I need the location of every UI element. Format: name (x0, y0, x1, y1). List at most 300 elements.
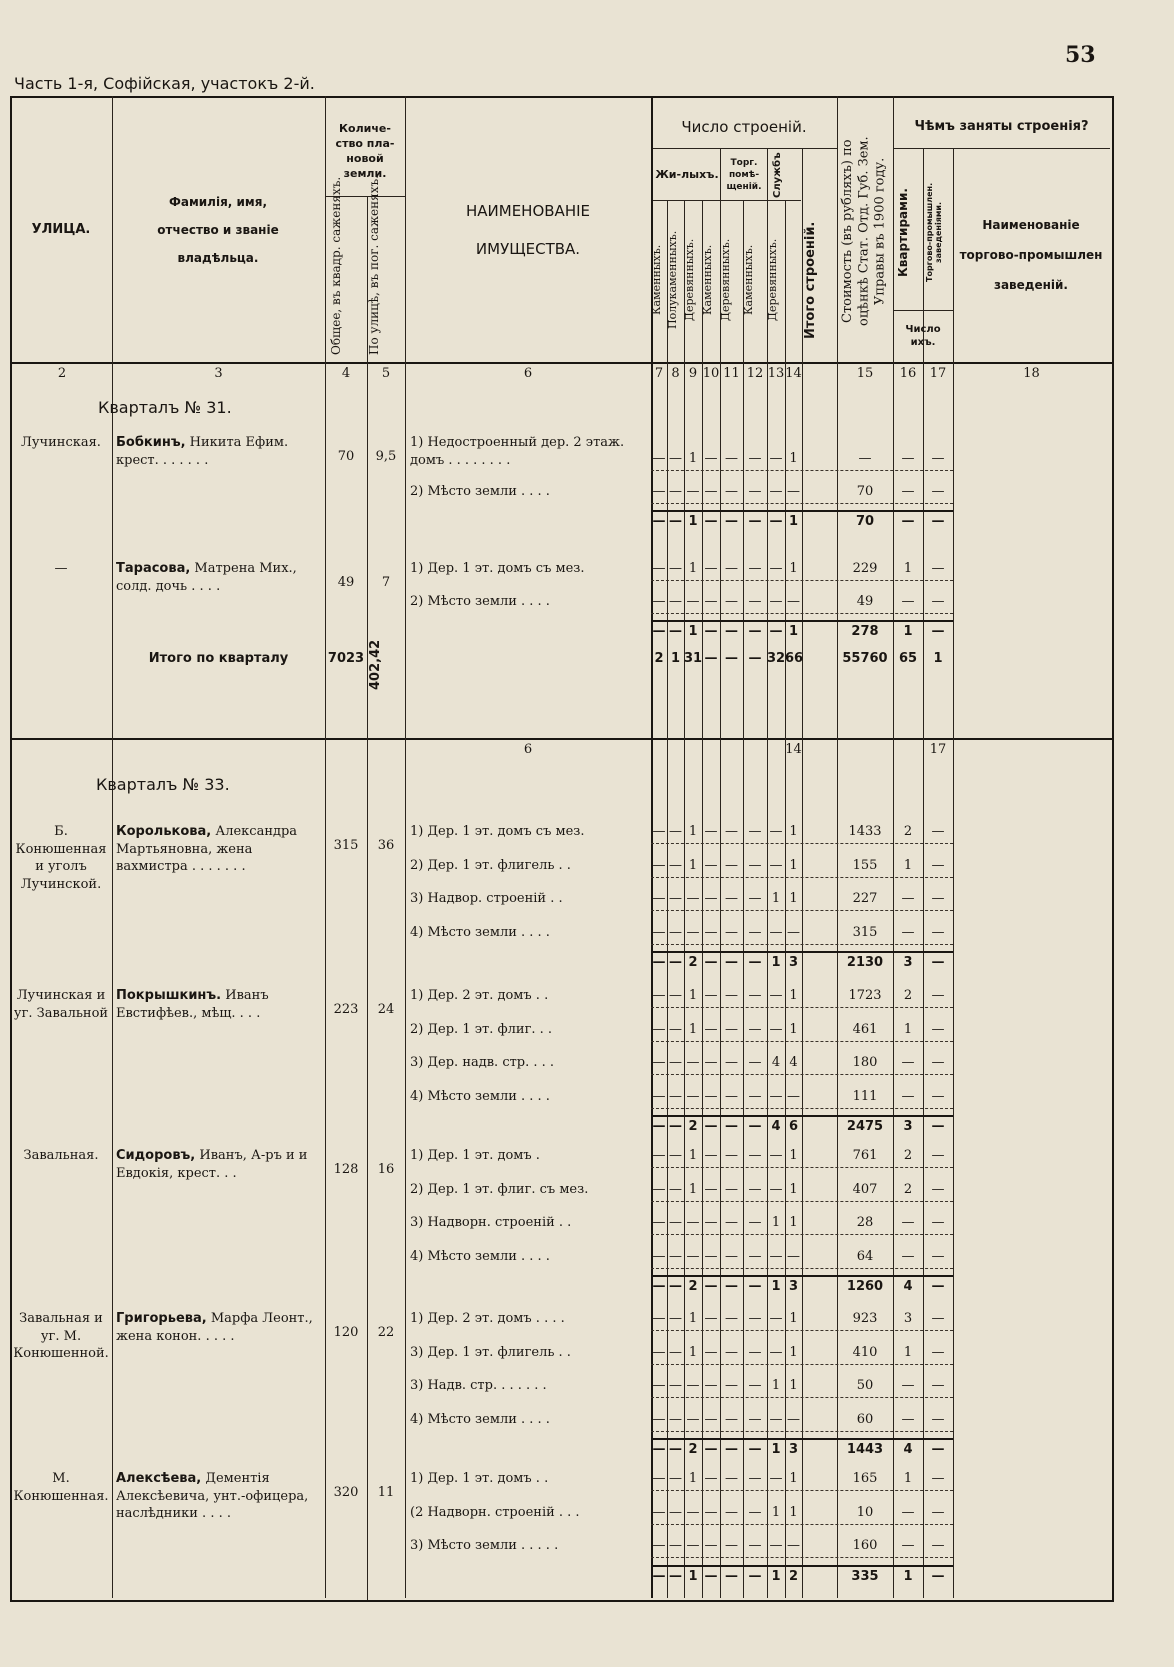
land-frontage: 9,5 (375, 449, 397, 464)
header-value-line2: оцѣнкѣ Стат. Отд. Губ. Зем. (856, 136, 872, 326)
value-c15: 49 (856, 594, 874, 609)
header-bottom-rule (10, 362, 1112, 364)
land-frontage: 24 (377, 1002, 395, 1017)
header-trade-names-line3: заведеній. (993, 278, 1068, 293)
dash-c9: — (686, 891, 700, 906)
value-c9: 1 (688, 988, 698, 1003)
column-number: 7 (654, 366, 664, 381)
dash-c13: — (769, 1181, 783, 1197)
value-c7: 2 (654, 651, 664, 666)
value-c14: 1 (789, 1181, 798, 1197)
value-c14: 1 (789, 1471, 798, 1486)
value-c15: 1433 (848, 824, 882, 839)
dash-c12: — (748, 955, 762, 970)
value-c15: 55760 (842, 651, 888, 666)
header-total-buildings: Итого строеній. (803, 221, 818, 339)
dash-c16: — (901, 1248, 915, 1264)
dash-c17: — (931, 1181, 945, 1197)
dash-c17: — (931, 1442, 945, 1457)
owner-details: Никита Ефим. крест. . . . . . . (116, 435, 289, 468)
dash-c12: — (748, 857, 762, 873)
value-c15: — (858, 451, 872, 466)
dash-c8: — (669, 1568, 682, 1584)
dash-c11: — (725, 1021, 738, 1037)
dash-c8: — (669, 514, 682, 529)
dash-c17: — (931, 1504, 945, 1520)
header-subrule-occupied (893, 148, 1110, 149)
property-item: 1) Дер. 1 эт. домъ . . (410, 1471, 549, 1486)
dash-c16: — (901, 1215, 915, 1230)
header-count: Число ихъ. (905, 323, 941, 348)
row-rule (651, 613, 953, 614)
value-c15: 111 (852, 1088, 878, 1104)
dash-c14: — (787, 594, 800, 609)
dash-c8: — (669, 561, 682, 576)
value-c14: 1 (789, 1215, 798, 1230)
dash-c11: — (725, 1311, 738, 1326)
dash-c13: — (769, 988, 783, 1003)
owner-name (116, 434, 321, 469)
dash-c8: — (669, 451, 682, 466)
dash-c8: — (669, 1378, 682, 1393)
dash-c10: — (704, 1248, 718, 1264)
header-occupied: Чѣмъ заняты строенія? (914, 119, 1089, 135)
dash-c9: — (686, 484, 700, 499)
dash-c13: — (769, 514, 783, 529)
land-area: 320 (333, 1485, 359, 1500)
dash-c11: — (725, 594, 738, 609)
value-c13: 1 (771, 891, 781, 906)
dash-c8: — (669, 1119, 682, 1134)
owner-details: Марфа Леонт., жена конон. . . . . (116, 1311, 313, 1344)
owner-details: Матрена Мих., солд. дочь . . . . (116, 561, 297, 594)
property-item: 3) Надворн. строеній . . (410, 1215, 572, 1230)
dash-c12: — (748, 1215, 762, 1230)
dash-c8: — (669, 1504, 682, 1520)
dash-c9: — (686, 1504, 700, 1520)
dash-c7: — (652, 451, 666, 466)
dash-c17: — (931, 1215, 945, 1230)
owner-name (116, 1147, 321, 1182)
land-frontage: 16 (377, 1162, 395, 1177)
dash-c13: — (769, 1248, 783, 1264)
row-rule (651, 944, 953, 945)
owner-name (116, 1310, 321, 1345)
header-trade-est (926, 160, 952, 305)
dash-c11: — (725, 1215, 738, 1230)
dash-c17: — (931, 988, 945, 1003)
property-item: 1) Дер. 1 эт. домъ . (410, 1148, 540, 1163)
dash-c12: — (748, 484, 762, 499)
dash-c13: — (769, 1411, 783, 1427)
header-service: Службъ (772, 152, 783, 198)
dash-c8: — (669, 1538, 682, 1553)
dash-c11: — (725, 484, 738, 499)
dash-c14: — (787, 1088, 800, 1104)
header-land: Количе-ство пла-новой земли. (335, 122, 395, 180)
dash-c8: — (669, 1088, 682, 1104)
dash-c9: — (686, 1411, 700, 1427)
value-c16: 2 (903, 824, 913, 839)
row-rule (651, 877, 953, 878)
owner-surname: Бобкинъ, (116, 435, 186, 450)
dash-c12: — (748, 594, 762, 609)
running-head: Часть 1-я, Софійская, участокъ 2-й. (14, 74, 315, 93)
property-item: 2) Дер. 1 эт. флигель . . (410, 857, 571, 873)
dash-c10: — (704, 924, 718, 940)
header-owner-line2: отчество и званіе (157, 222, 279, 237)
dash-c7: — (652, 1248, 666, 1264)
quarter-total-area: 7023 (327, 651, 365, 666)
dash-c12: — (748, 1311, 762, 1326)
dash-c10: — (704, 451, 718, 466)
value-c15: 1260 (846, 1279, 884, 1294)
value-c16: 3 (903, 955, 913, 970)
dash-c7: — (652, 1119, 666, 1134)
value-c9: 1 (688, 624, 698, 639)
header-street: УЛИЦА. (31, 222, 91, 238)
dash-c16: — (901, 924, 915, 940)
dash-c17: — (931, 1279, 945, 1294)
dash-c9: — (686, 1088, 700, 1104)
dash-c11: — (725, 1411, 738, 1427)
street-name: Б. Конюшенная и уголъ Лучинской. (15, 824, 107, 892)
row-rule (651, 1108, 953, 1109)
land-area: 128 (333, 1162, 359, 1177)
value-c9: 2 (688, 1119, 698, 1134)
header-type-c8: Полукаменныхъ. (666, 230, 679, 330)
dash-c7: — (652, 824, 666, 839)
dash-c17: — (931, 891, 945, 906)
row-rule (651, 843, 953, 844)
dash-c16: — (901, 1504, 915, 1520)
dash-c17: — (931, 1088, 945, 1104)
owner-surname: Покрышкинъ. (116, 988, 222, 1003)
property-item: 2) Дер. 1 эт. флиг. . . (410, 1021, 553, 1037)
dash-c13: — (769, 1311, 783, 1326)
header-owner-line3: владѣльца. (177, 251, 259, 266)
dash-c12: — (748, 651, 762, 666)
owner-name (116, 823, 321, 876)
dash-c11: — (725, 955, 738, 970)
dash-c16: — (901, 1055, 915, 1070)
value-c14: 3 (788, 1279, 799, 1294)
header-type-c7: Каменныхъ. (650, 244, 663, 316)
dash-c13: — (769, 561, 783, 576)
column-rule (837, 96, 838, 1598)
dash-c8: — (669, 955, 682, 970)
value-c13: 32 (767, 651, 786, 666)
value-c13: 1 (771, 955, 781, 970)
land-frontage: 36 (377, 838, 395, 853)
dash-c11: — (725, 1181, 738, 1197)
dash-c8: — (669, 1311, 682, 1326)
dash-c13: — (769, 1538, 783, 1553)
dash-c12: — (748, 1055, 762, 1070)
dash-c11: — (725, 1378, 738, 1393)
value-c14: 1 (789, 1311, 798, 1326)
column-number: 5 (381, 366, 391, 381)
value-c13: 1 (771, 1442, 781, 1457)
property-item: 3) Дер. 1 эт. флигель . . (410, 1344, 571, 1360)
row-rule (651, 1490, 953, 1491)
land-area: 120 (333, 1325, 359, 1340)
dash-c17: — (931, 1538, 945, 1553)
dash-c17: — (931, 1021, 945, 1037)
row-rule (651, 1524, 953, 1525)
subtotal-rule (651, 620, 953, 622)
value-c13: 1 (771, 1378, 781, 1393)
value-c9: 31 (684, 651, 703, 666)
property-item: 1) Дер. 1 эт. домъ съ мез. (410, 824, 585, 839)
dash-c8: — (669, 1442, 682, 1457)
value-c15: 2130 (846, 955, 884, 970)
header-owner (112, 170, 324, 290)
dash-c7: — (652, 514, 666, 529)
dash-c10: — (704, 1088, 718, 1104)
dash-c7: — (652, 561, 666, 576)
dash-c7: — (652, 1411, 666, 1427)
column-number: 13 (767, 366, 785, 381)
header-subrule-types (651, 200, 801, 201)
value-c9: 1 (688, 1471, 698, 1486)
header-trade-names (954, 190, 1108, 320)
dash-c12: — (748, 1088, 762, 1104)
value-c15: 180 (852, 1055, 878, 1070)
row-rule (651, 580, 953, 581)
dash-c10: — (704, 955, 718, 970)
property-item: 1) Недостроенный дер. 2 этаж. домъ . . . . . . . . (410, 435, 625, 468)
header-trade: Торг. помѣ-щеній. (726, 157, 762, 193)
dash-c10: — (704, 594, 718, 609)
dash-c9: — (686, 594, 700, 609)
dash-c13: — (769, 484, 783, 499)
header-subrule-buildings (651, 148, 837, 149)
property-item: 3) Надв. стр. . . . . . . (410, 1378, 547, 1393)
value-c14: 1 (789, 1344, 798, 1360)
dash-c11: — (725, 1279, 738, 1294)
dash-c17: — (931, 857, 945, 873)
dash-c10: — (704, 1538, 718, 1553)
column-number: 15 (856, 366, 874, 381)
page-number: 53 (1065, 42, 1096, 68)
dash-c10: — (704, 1442, 718, 1457)
dash-c12: — (748, 624, 762, 639)
property-item: 2) Мѣсто земли . . . . (410, 484, 550, 499)
dash-c8: — (669, 924, 682, 940)
dash-c17: — (931, 561, 945, 576)
dash-c12: — (748, 514, 762, 529)
value-c14: 1 (789, 857, 798, 873)
dash-c12: — (748, 1021, 762, 1037)
dash-c12: — (748, 988, 762, 1003)
dash-c17: — (931, 514, 945, 529)
street-name: Завальная и уг. М. Конюшенной. (13, 1311, 109, 1362)
value-c14: 3 (788, 955, 799, 970)
subtotal-rule (651, 1438, 953, 1440)
dash-c13: — (769, 1344, 783, 1360)
dash-c11: — (725, 857, 738, 873)
dash-c17: — (931, 484, 945, 499)
row-rule (651, 1397, 953, 1398)
dash-c12: — (748, 1504, 762, 1520)
header-trade-names-line2: торгово-промышлен (959, 247, 1103, 262)
dash-c9: — (686, 1055, 700, 1070)
value-c9: 1 (688, 824, 698, 839)
header-type-c11: Деревянныхъ. (719, 238, 732, 322)
value-c15: 227 (852, 891, 878, 906)
value-c14: 1 (788, 624, 799, 639)
value-c15: 165 (852, 1471, 878, 1486)
dash-c11: — (725, 1055, 738, 1070)
value-c15: 70 (855, 514, 875, 529)
dash-c11: — (725, 1442, 738, 1457)
row-rule (651, 1330, 953, 1331)
value-c16: 2 (903, 1148, 913, 1163)
dash-c11: — (725, 1148, 738, 1163)
row-rule (651, 1431, 953, 1432)
header-value-line3: Управы въ 1900 году. (872, 157, 888, 305)
value-c16: 65 (898, 651, 918, 666)
street-name: Завальная. (23, 1148, 99, 1163)
owner-details: Иванъ Евстифѣев., мѣщ. . . . (116, 988, 269, 1021)
dash-c11: — (725, 624, 738, 639)
value-c14: 3 (788, 1442, 799, 1457)
dash-c14: — (787, 1411, 800, 1427)
value-c16: 4 (903, 1442, 913, 1457)
column-rule (112, 96, 113, 1598)
dash-c12: — (748, 1344, 762, 1360)
dash-c7: — (652, 1055, 666, 1070)
dash-c8: — (669, 1215, 682, 1230)
header-type-c9: Деревянныхъ. (683, 238, 696, 322)
block33-title: Кварталъ № 33. (96, 775, 230, 794)
column-number: 3 (214, 366, 223, 381)
dash-c7: — (652, 988, 666, 1003)
dash-c11: — (725, 824, 738, 839)
dash-c8: — (669, 1181, 682, 1197)
dash-c11: — (725, 1538, 738, 1553)
dash-c8: — (669, 824, 682, 839)
dash-c7: — (652, 1088, 666, 1104)
land-area: 223 (333, 1002, 359, 1017)
header-buildings: Число строеній. (681, 117, 807, 136)
value-c15: 461 (852, 1021, 878, 1037)
value-c13: 4 (771, 1055, 781, 1070)
column-number: 8 (671, 366, 680, 381)
land-area: 49 (337, 575, 355, 590)
header-residential: Жи-лыхъ. (655, 167, 719, 181)
value-c14: 1 (789, 1148, 798, 1163)
dash-c10: — (704, 857, 718, 873)
block31-title: Кварталъ № 31. (98, 398, 232, 417)
dash-c10: — (704, 484, 718, 499)
value-c15: 50 (856, 1378, 874, 1393)
dash-c12: — (748, 561, 762, 576)
dash-c10: — (704, 624, 718, 639)
dash-c17: — (931, 594, 945, 609)
dash-c10: — (704, 1279, 718, 1294)
value-c15: 229 (852, 561, 878, 576)
value-c9: 1 (688, 857, 698, 873)
dash-c8: — (669, 484, 682, 499)
dash-c16: — (901, 1538, 915, 1553)
owner-details: Александра Мартьяновна, жена вахмистра . . . . . . . (116, 824, 298, 875)
header-property-line2: ИМУЩЕСТВА. (475, 240, 581, 258)
owner-name (116, 987, 321, 1022)
dash-c10: — (704, 1568, 718, 1584)
column-rule (802, 148, 803, 1598)
dash-c17: — (931, 824, 945, 839)
property-item: 2) Дер. 1 эт. флиг. съ мез. (410, 1181, 589, 1197)
dash-c17: — (931, 924, 945, 940)
column-number-c6: 6 (523, 742, 533, 757)
value-c15: 70 (856, 484, 874, 499)
dash-c12: — (748, 1148, 762, 1163)
header-type-c13: Деревянныхъ. (766, 238, 779, 322)
dash-c8: — (669, 594, 682, 609)
street-name: — (54, 561, 68, 576)
dash-c16: — (901, 514, 915, 529)
dash-c10: — (704, 1471, 718, 1486)
dash-c7: — (652, 1148, 666, 1163)
value-c17: 1 (933, 651, 943, 666)
value-c9: 2 (688, 1279, 698, 1294)
column-number: 10 (702, 366, 720, 381)
dash-c12: — (748, 1119, 762, 1134)
dash-c12: — (748, 1181, 762, 1197)
dash-c7: — (652, 624, 666, 639)
dash-c13: — (769, 924, 783, 940)
street-name: Лучинская. (21, 435, 101, 450)
dash-c8: — (669, 1148, 682, 1163)
value-c9: 1 (688, 1148, 698, 1163)
dash-c10: — (704, 1148, 718, 1163)
value-c16: 4 (903, 1279, 913, 1294)
dash-c10: — (704, 1055, 718, 1070)
property-item: 1) Дер. 1 эт. домъ съ мез. (410, 561, 585, 576)
dash-c7: — (652, 857, 666, 873)
row-rule (651, 1201, 953, 1202)
dash-c7: — (652, 1471, 666, 1486)
dash-c7: — (652, 1021, 666, 1037)
header-value (840, 104, 890, 358)
dash-c14: — (787, 484, 800, 499)
value-c16: 1 (903, 624, 913, 639)
dash-c8: — (669, 624, 682, 639)
value-c14: 4 (789, 1055, 798, 1070)
dash-c9: — (686, 1378, 700, 1393)
property-item: 3) Дер. надв. стр. . . . (410, 1055, 555, 1070)
column-number: 2 (57, 366, 67, 381)
column-rule (367, 196, 368, 1600)
value-c8: 1 (670, 651, 681, 666)
dash-c10: — (704, 514, 718, 529)
dash-c14: — (787, 924, 800, 940)
value-c15: 923 (852, 1311, 878, 1326)
value-c16: 1 (903, 1568, 913, 1584)
quarter-total-frontage: 402,42 (368, 639, 383, 690)
value-c9: 2 (688, 1442, 698, 1457)
value-c9: 1 (688, 1311, 698, 1326)
dash-c13: — (769, 1471, 783, 1486)
value-c9: 1 (688, 1568, 698, 1584)
dash-c16: — (901, 1088, 915, 1104)
row-rule (651, 1007, 953, 1008)
dash-c8: — (669, 1021, 682, 1037)
subtotal-rule (651, 1565, 953, 1567)
dash-c8: — (669, 891, 682, 906)
